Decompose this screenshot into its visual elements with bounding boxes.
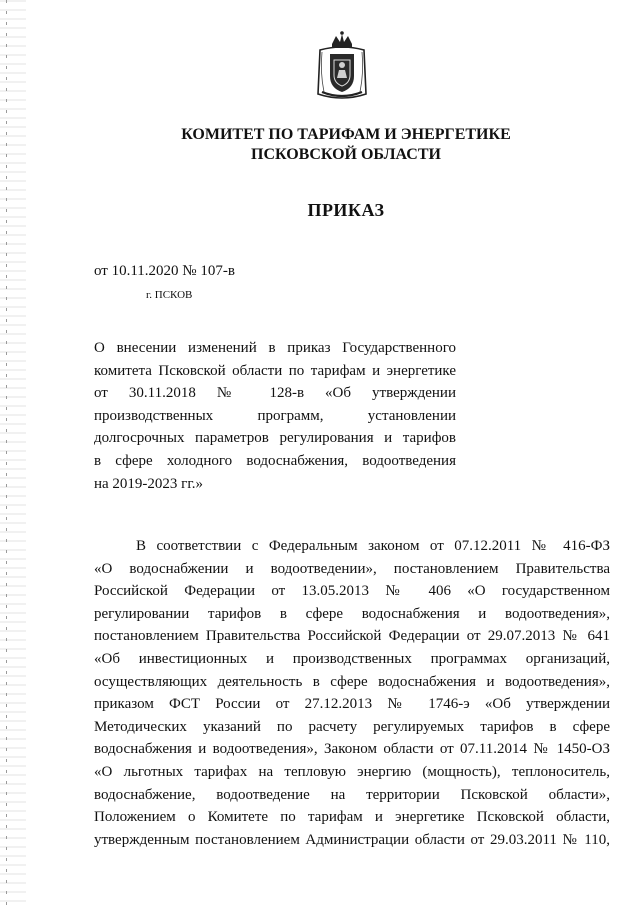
scan-binding-edge <box>0 0 26 905</box>
body-line: водоснабжение, водоотведение на территории Псковской области», <box>94 786 610 803</box>
body-line: Российской Федерации от 13.05.2013 № 406 «О государственном <box>94 583 610 600</box>
body-line: «О льготных тарифах на тепловую энергию (мощность), теплоноситель, <box>94 763 610 780</box>
subject-line: О внесении изменений в приказ Государственного <box>94 340 456 356</box>
body-line: «О водоснабжении и водоотведении», постановлением Правительства <box>94 560 610 577</box>
body-line: Положением о Комитете по тарифам и энергетике Псковской области, <box>94 809 610 826</box>
document-title: ПРИКАЗ <box>307 200 385 220</box>
body-line: В соответствии с Федеральным законом от 07.12.2011 № 416-ФЗ <box>136 538 610 554</box>
subject-line: на 2019-2023 гг.» <box>94 475 204 492</box>
document-subject <box>94 337 456 495</box>
body-line: водоснабжения и водоотведения», Законом области от 07.11.2014 № 1450-ОЗ <box>94 741 610 758</box>
body-line: Методических указаний по расчету регулируемых тарифов в сфере <box>94 718 610 735</box>
document-city: г. ПСКОВ <box>146 289 193 301</box>
body-line: утвержденным постановлением Администрации области от 29.03.2011 № 110, <box>94 831 610 848</box>
document-body <box>94 535 610 851</box>
subject-line: долгосрочных параметров регулирования и тарифов <box>94 430 456 447</box>
subject-line: в сфере холодного водоснабжения, водоотведения <box>94 452 456 469</box>
body-line: постановлением Правительства Российской Федерации от 29.07.2013 № 641 <box>94 628 610 645</box>
coat-of-arms-icon <box>314 30 370 102</box>
organization-name-line2: ПСКОВСКОЙ ОБЛАСТИ <box>251 146 441 163</box>
subject-line: производственных программ, установлении <box>94 407 456 424</box>
organization-name-line1: КОМИТЕТ ПО ТАРИФАМ И ЭНЕРГЕТИКЕ <box>181 126 511 143</box>
body-line: регулировании тарифов в сфере водоснабжения и водоотведения», <box>94 605 610 622</box>
document-date-number: от 10.11.2020 № 107-в <box>94 263 235 279</box>
body-line: «Об инвестиционных и производственных программах организаций, <box>94 650 610 667</box>
body-line: осуществляющих деятельность в сфере водоснабжения и водоотведения», <box>94 673 610 690</box>
subject-line: от 30.11.2018 № 128-в «Об утверждении <box>94 385 456 402</box>
subject-line: комитета Псковской области по тарифам и энергетике <box>94 362 456 379</box>
body-line: приказом ФСТ России от 27.12.2013 № 1746-э «Об утверждении <box>94 696 610 713</box>
